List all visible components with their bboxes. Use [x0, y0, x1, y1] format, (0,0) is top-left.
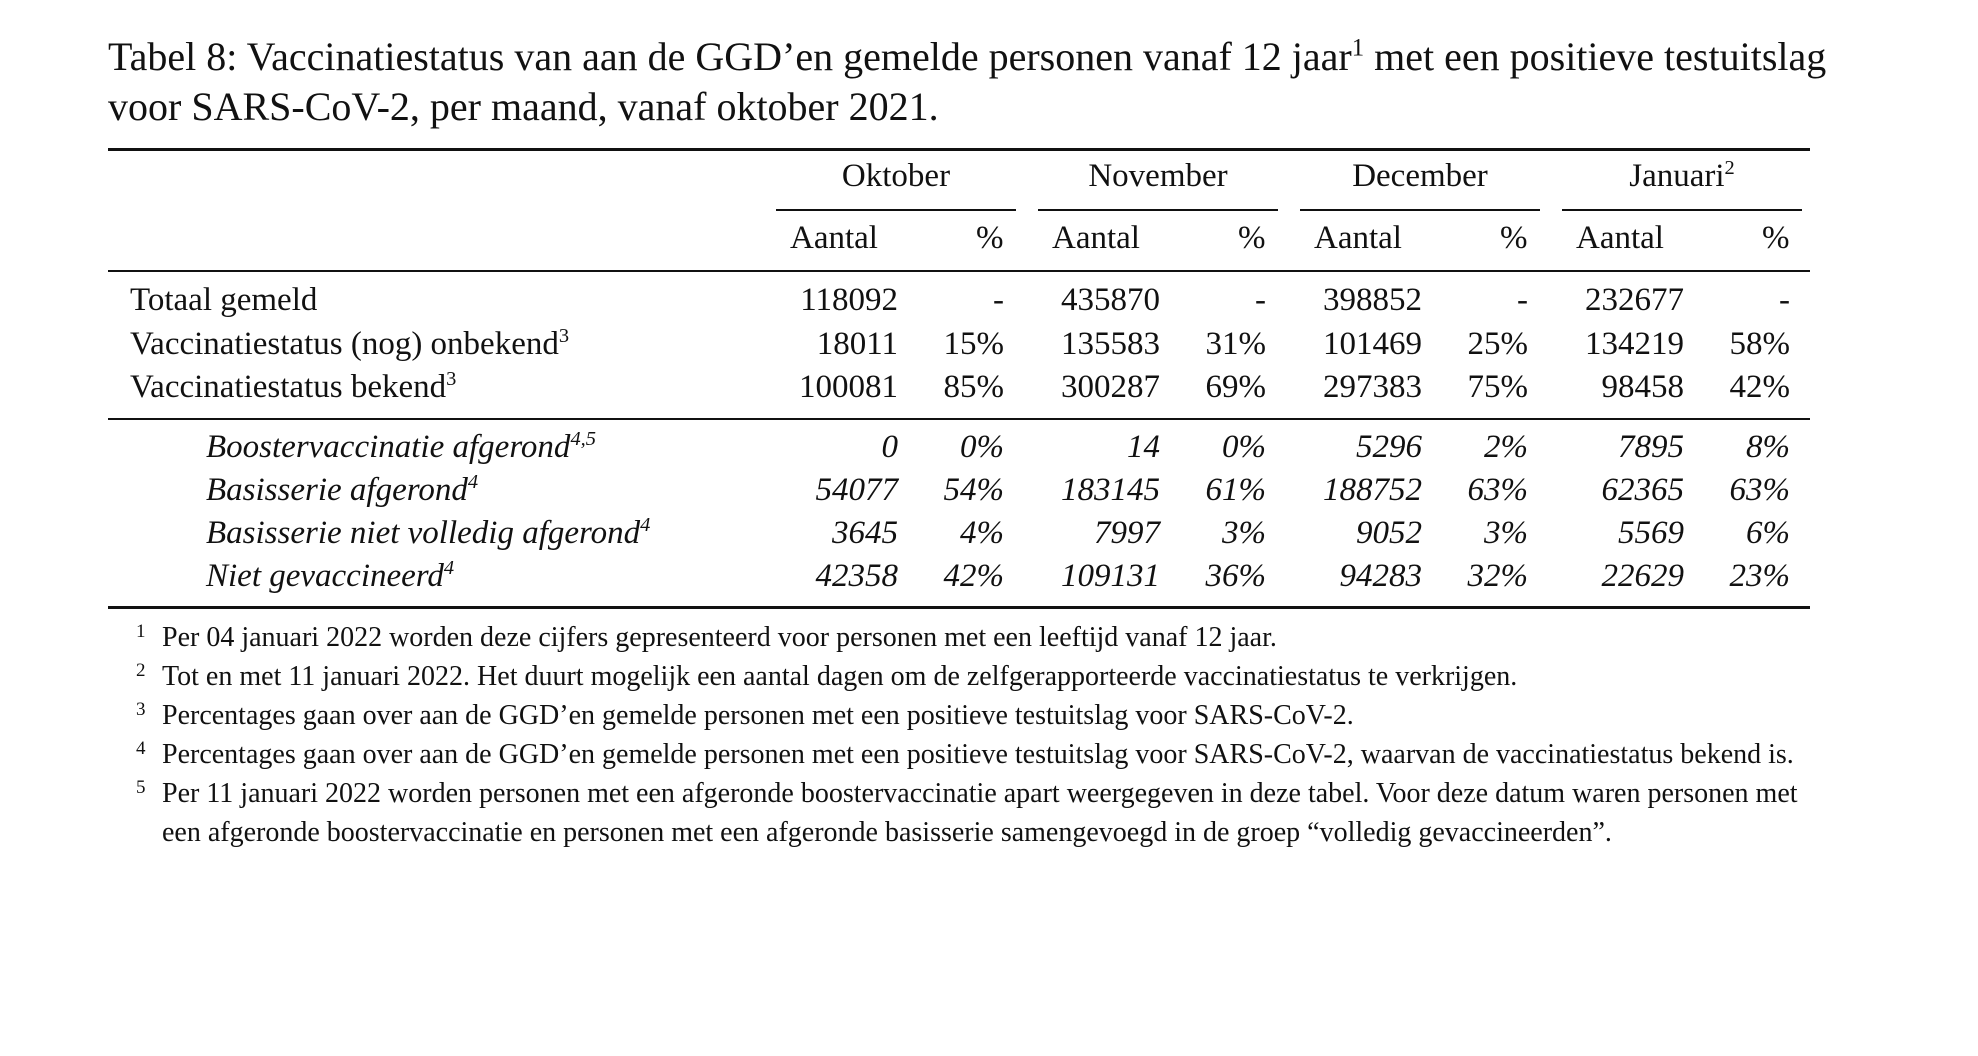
header-month-oktober: Oktober: [841, 158, 951, 194]
count-cell: 7997: [1094, 515, 1160, 551]
percent-cell: 63%: [1467, 472, 1528, 508]
percent-cell: 0%: [960, 429, 1004, 465]
count-cell: 297383: [1323, 369, 1422, 405]
percent-cell: 2%: [1484, 429, 1528, 465]
count-cell: 3645: [832, 515, 898, 551]
row-label-text: Vaccinatiestatus bekend: [130, 369, 447, 405]
row-label: [206, 515, 650, 552]
row-footnote-mark: 4: [443, 557, 455, 579]
header-count-november: Aantal: [1052, 220, 1140, 256]
percent-cell: 63%: [1729, 472, 1790, 508]
row-label-text: Vaccinatiestatus (nog) onbekend: [130, 326, 559, 362]
caption-footnote-mark: 1: [1351, 34, 1365, 62]
count-cell: 7895: [1618, 429, 1684, 465]
month-rule-november: [1038, 209, 1278, 211]
row-footnote-mark: 4,5: [570, 428, 596, 450]
footnote-5: 5 Per 11 januari 2022 worden personen met een afgeronde boostervaccinatie apart weergegeven in deze tabel. Voor deze datum waren personen met een afgeronde boostervaccinatie en personen met een afgeronde basisserie samengevoegd in de groep “volledig gevaccineerden”.: [136, 777, 1798, 848]
row-label: [130, 326, 569, 363]
percent-cell: -: [1255, 282, 1266, 318]
table-caption: [108, 32, 1868, 132]
count-cell: 109131: [1061, 558, 1160, 594]
header-count-december: Aantal: [1314, 220, 1402, 256]
januari-footnote-mark: 2: [1724, 157, 1735, 179]
count-cell: 9052: [1356, 515, 1422, 551]
header-month-januari: Januari$^2$: [1629, 157, 1735, 194]
header-pct-december: %: [1500, 220, 1528, 256]
row-label-text: Basisserie niet volledig afgerond: [206, 515, 641, 551]
row-label: [130, 282, 317, 319]
count-cell: 188752: [1323, 472, 1422, 508]
row-label-text: Basisserie afgerond: [206, 472, 468, 508]
caption-text: Vaccinatiestatus van aan de GGD’en gemelde personen vanaf 12 jaar: [246, 34, 1352, 79]
percent-cell: 3%: [1484, 515, 1528, 551]
footnotes: [108, 618, 1818, 852]
count-cell: 5296: [1356, 429, 1422, 465]
row-footnote-mark: 4: [640, 514, 651, 536]
table-bottom-rule: [108, 606, 1810, 609]
percent-cell: 31%: [1205, 326, 1266, 362]
caption-text-continued: met een positieve testuitslag voor SARS-CoV-2, per maand, vanaf oktober 2021.: [108, 34, 1827, 129]
percent-cell: 3%: [1222, 515, 1266, 551]
percent-cell: 42%: [1729, 369, 1790, 405]
percent-cell: 6%: [1746, 515, 1790, 551]
count-cell: 18011: [816, 326, 898, 362]
header-count-januari: Aantal: [1576, 220, 1664, 256]
count-cell: 100081: [799, 369, 898, 405]
count-cell: 98458: [1601, 369, 1684, 405]
header-pct-november: %: [1238, 220, 1266, 256]
footnote-1: 1 Per 04 januari 2022 worden deze cijfers gepresenteerd voor personen met een leeftijd vanaf 12 jaar.: [136, 621, 1277, 653]
percent-cell: 58%: [1729, 326, 1790, 362]
count-cell: 435870: [1061, 282, 1160, 318]
count-cell: 183145: [1061, 472, 1160, 508]
count-cell: 22629: [1601, 558, 1684, 594]
percent-cell: 15%: [943, 326, 1004, 362]
row-label: [130, 369, 456, 406]
table-top-rule: [108, 148, 1810, 151]
percent-cell: -: [993, 282, 1004, 318]
footnote-2: 2 Tot en met 11 januari 2022. Het duurt mogelijk een aantal dagen om de zelfgerapporteerde vaccinatiestatus te verkrijgen.: [136, 660, 1518, 692]
count-cell: 398852: [1323, 282, 1422, 318]
count-cell: 54077: [815, 472, 898, 508]
row-label-text: Boostervaccinatie afgerond: [206, 429, 571, 465]
count-cell: 134219: [1585, 326, 1684, 362]
percent-cell: 69%: [1205, 369, 1266, 405]
row-footnote-mark: 3: [558, 325, 570, 347]
row-label: [206, 472, 478, 509]
percent-cell: 54%: [943, 472, 1004, 508]
percent-cell: 36%: [1205, 558, 1266, 594]
count-cell: 300287: [1061, 369, 1160, 405]
header-bottom-rule: [108, 270, 1810, 272]
percent-cell: -: [1779, 282, 1790, 318]
header-pct-oktober: %: [976, 220, 1004, 256]
month-rule-oktober: [776, 209, 1016, 211]
percent-cell: 25%: [1467, 326, 1528, 362]
percent-cell: 8%: [1746, 429, 1790, 465]
footnote-4: 4 Percentages gaan over aan de GGD’en gemelde personen met een positieve testuitslag voor SARS-CoV-2, waarvan de vaccinatiestatus bekend is.: [136, 738, 1794, 770]
percent-cell: 75%: [1467, 369, 1528, 405]
row-footnote-mark: 3: [446, 368, 457, 390]
percent-cell: 85%: [943, 369, 1004, 405]
footnote-3: 3 Percentages gaan over aan de GGD’en gemelde personen met een positieve testuitslag voor SARS-CoV-2.: [136, 699, 1354, 731]
percent-cell: 32%: [1467, 558, 1528, 594]
count-cell: 42358: [815, 558, 898, 594]
percent-cell: 0%: [1222, 429, 1266, 465]
count-cell: 62365: [1601, 472, 1684, 508]
percent-cell: 23%: [1729, 558, 1790, 594]
percent-cell: 61%: [1205, 472, 1266, 508]
count-cell: 94283: [1339, 558, 1422, 594]
header-count-oktober: Aantal: [790, 220, 878, 256]
count-cell: 118092: [800, 282, 898, 318]
count-cell: 135583: [1061, 326, 1160, 362]
percent-cell: -: [1517, 282, 1528, 318]
header-pct-januari: %: [1762, 220, 1790, 256]
caption-prefix: Tabel 8:: [108, 34, 238, 79]
row-label: [206, 429, 596, 466]
row-label-text: Niet gevaccineerd: [206, 558, 444, 594]
row-label: [206, 558, 454, 595]
count-cell: 5569: [1618, 515, 1684, 551]
month-rule-december: [1300, 209, 1540, 211]
count-cell: 14: [1127, 429, 1160, 465]
count-cell: 101469: [1323, 326, 1422, 362]
header-month-november: November: [1088, 158, 1228, 194]
section-divider-rule: [108, 418, 1810, 420]
percent-cell: 42%: [943, 558, 1004, 594]
count-cell: 0: [881, 429, 898, 465]
header-month-december: December: [1352, 158, 1488, 194]
month-rule-januari: [1562, 209, 1802, 211]
row-label-text: Totaal gemeld: [130, 282, 318, 318]
count-cell: 232677: [1585, 282, 1684, 318]
percent-cell: 4%: [960, 515, 1004, 551]
row-footnote-mark: 4: [467, 471, 479, 493]
